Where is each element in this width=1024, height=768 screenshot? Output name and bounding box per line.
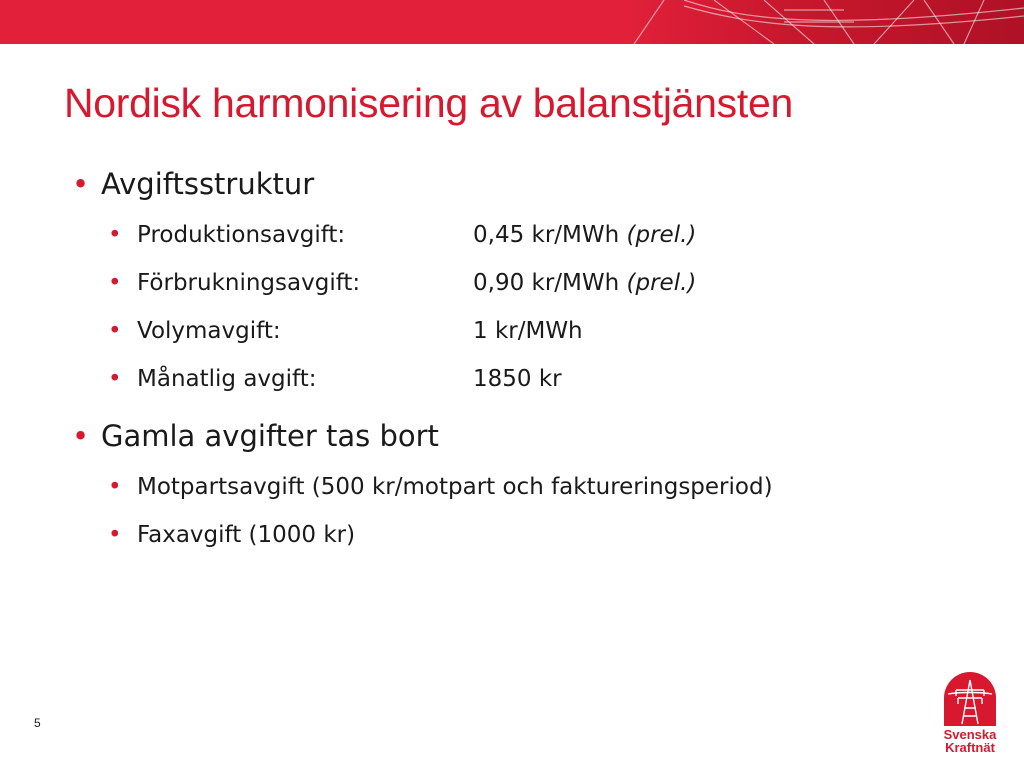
top-header-band <box>0 0 1024 44</box>
fee-label: Månatlig avgift: <box>137 366 317 392</box>
bullet-text: Avgiftsstruktur <box>101 167 315 201</box>
bullet-dot: • <box>108 222 122 248</box>
bullet-dot: • <box>72 419 90 453</box>
bullet-text: Gamla avgifter tas bort <box>101 419 439 453</box>
logo-text-line1: Svenska <box>943 727 997 742</box>
removed-fee-text: Motpartsavgift (500 kr/motpart och faktureringsperiod) <box>137 474 773 500</box>
fee-label: Produktionsavgift: <box>137 222 346 248</box>
fee-value: 0,45 kr/MWh (prel.) <box>473 222 697 248</box>
bullet-dot: • <box>108 318 122 344</box>
fee-value: 0,90 kr/MWh (prel.) <box>473 270 697 296</box>
fee-label: Volymavgift: <box>137 318 281 344</box>
bullet-dot: • <box>108 366 122 392</box>
logo-text-line2: Kraftnät <box>945 740 995 755</box>
fee-value: 1 kr/MWh <box>473 318 583 344</box>
bullet-dot: • <box>108 270 122 296</box>
fee-value: 1850 kr <box>473 366 562 392</box>
fee-note: (prel.) <box>626 222 697 248</box>
removed-fee-text: Faxavgift (1000 kr) <box>137 522 356 548</box>
bullet-dot: • <box>108 474 122 500</box>
power-line-icon <box>624 0 1024 44</box>
power-line-photo <box>624 0 1024 44</box>
svenska-kraftnat-logo <box>938 668 1002 754</box>
logo-arch-icon <box>938 668 1002 728</box>
fee-label: Förbrukningsavgift: <box>137 270 361 296</box>
slide-title: Nordisk harmonisering av balanstjänsten <box>64 80 793 126</box>
bullet-dot: • <box>72 167 90 201</box>
page-number: 5 <box>34 716 41 730</box>
bullet-dot: • <box>108 522 122 548</box>
fee-note: (prel.) <box>626 270 697 296</box>
